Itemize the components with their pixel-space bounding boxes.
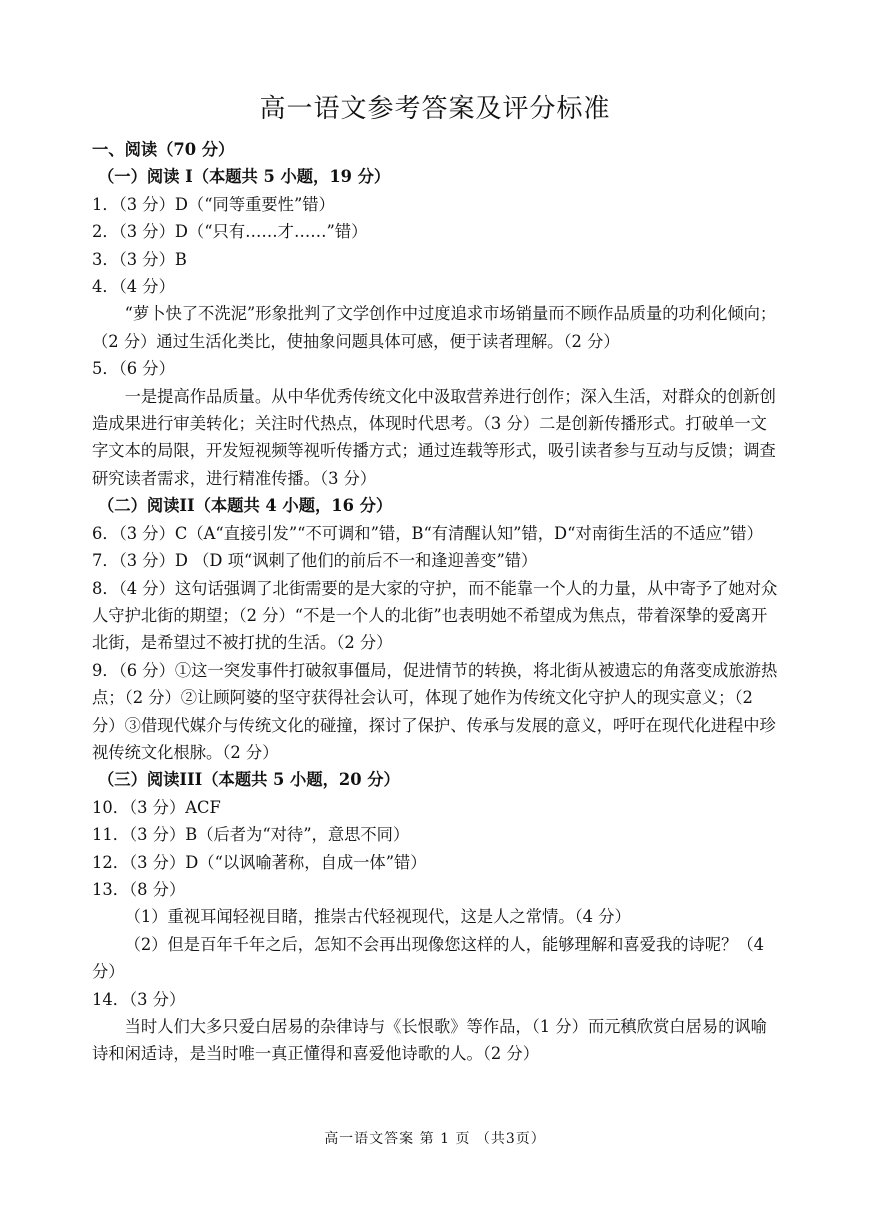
answer-item: 4．（4 分） xyxy=(92,277,175,297)
answer-text: “萝卜快了不洗泥”形象批判了文学创作中过度追求市场销量而不顾作品质量的功利化倾向；（2 分）通过生活化类比，使抽象问题具体可感，便于读者理解。（2 分） xyxy=(92,304,777,351)
answer-item: 13．（8 分） xyxy=(92,879,186,899)
page-title: 高一语文参考答案及评分标准 xyxy=(259,94,611,124)
answer-item: 7．（3 分）D （D 项“讽刺了他们的前后不一和逢迎善变”错） xyxy=(92,551,538,571)
subsection-heading: （一）阅读 I（本题共 5 小题，19 分） xyxy=(98,167,391,187)
answer-item: 3．（3 分）B xyxy=(92,249,187,269)
answer-content xyxy=(92,136,782,1068)
answer-item: 5．（6 分） xyxy=(92,359,175,379)
answer-item: 12．（3 分）D（“以讽喻著称，自成一体”错） xyxy=(92,852,427,872)
answer-item: 10．（3 分）ACF xyxy=(92,797,221,817)
answer-item: 11．（3 分）B（后者为“对待”，意思不同） xyxy=(92,825,410,845)
answer-text: （1）重视耳闻轻视目睹，推崇古代轻视现代，这是人之常情。（4 分） xyxy=(124,907,631,927)
subsection-heading: （二）阅读II（本题共 4 小题，16 分） xyxy=(98,496,393,516)
answer-item: 6．（3 分）C（A“直接引发”“不可调和”错，B“有清醒认知”错，D“对南街生活的不适应”错） xyxy=(92,523,763,543)
answer-item: 2．（3 分）D（“只有……才……”错） xyxy=(92,222,368,242)
subsection-heading: （三）阅读III（本题共 5 小题，20 分） xyxy=(98,770,400,790)
answer-text: 一是提高作品质量。从中华优秀传统文化中汲取营养进行创作；深入生活，对群众的创新创造成果进行审美转化；关注时代热点，体现时代思考。（3 分）二是创新传播形式。打破单一文字文本的局限，开发短视频等视听传播方式；通过连载等形式，吸引读者参与互动与反馈；调查研究读者需求，进行精准传播。（3 分） xyxy=(92,386,776,488)
answer-text: （2）但是百年千年之后，怎知不会再出现像您这样的人，能够理解和喜爱我的诗呢？（4 分） xyxy=(92,934,765,982)
section-heading: 一、阅读（70 分） xyxy=(92,140,235,159)
answer-item: 1．（3 分）D（“同等重要性”错） xyxy=(92,194,335,214)
answer-text: 当时人们大多只爱白居易的杂律诗与《长恨歌》等作品，（1 分）而元稹欣赏白居易的讽喻诗和闲适诗，是当时唯一真正懂得和喜爱他诗歌的人。（2 分） xyxy=(92,1017,767,1064)
answer-item: 8．（4 分）这句话强调了北街需要的是大家的守护，而不能靠一个人的力量，从中寄予了她对众人守护北街的期望；（2 分）“不是一个人的北街”也表明她不希望成为焦点，带着深挚的爱离开北街，是希望过不被打扰的生活。（2 分） xyxy=(92,578,778,653)
page-footer: 高一语文答案 第 1 页 （共3页） xyxy=(324,1131,546,1147)
answer-item: 14．（3 分） xyxy=(92,989,186,1009)
answer-item: 9．（6 分）①这一突发事件打破叙事僵局，促进情节的转换，将北街从被遗忘的角落变成旅游热点；（2 分）②让顾阿婆的坚守获得社会认可，体现了她作为传统文化守护人的现实意义；（2 分）③借现代媒介与传统文化的碰撞，探讨了保护、传承与发展的意义，呼吁在现代化进程中珍视传统文化根脉。（2 分） xyxy=(92,660,778,762)
